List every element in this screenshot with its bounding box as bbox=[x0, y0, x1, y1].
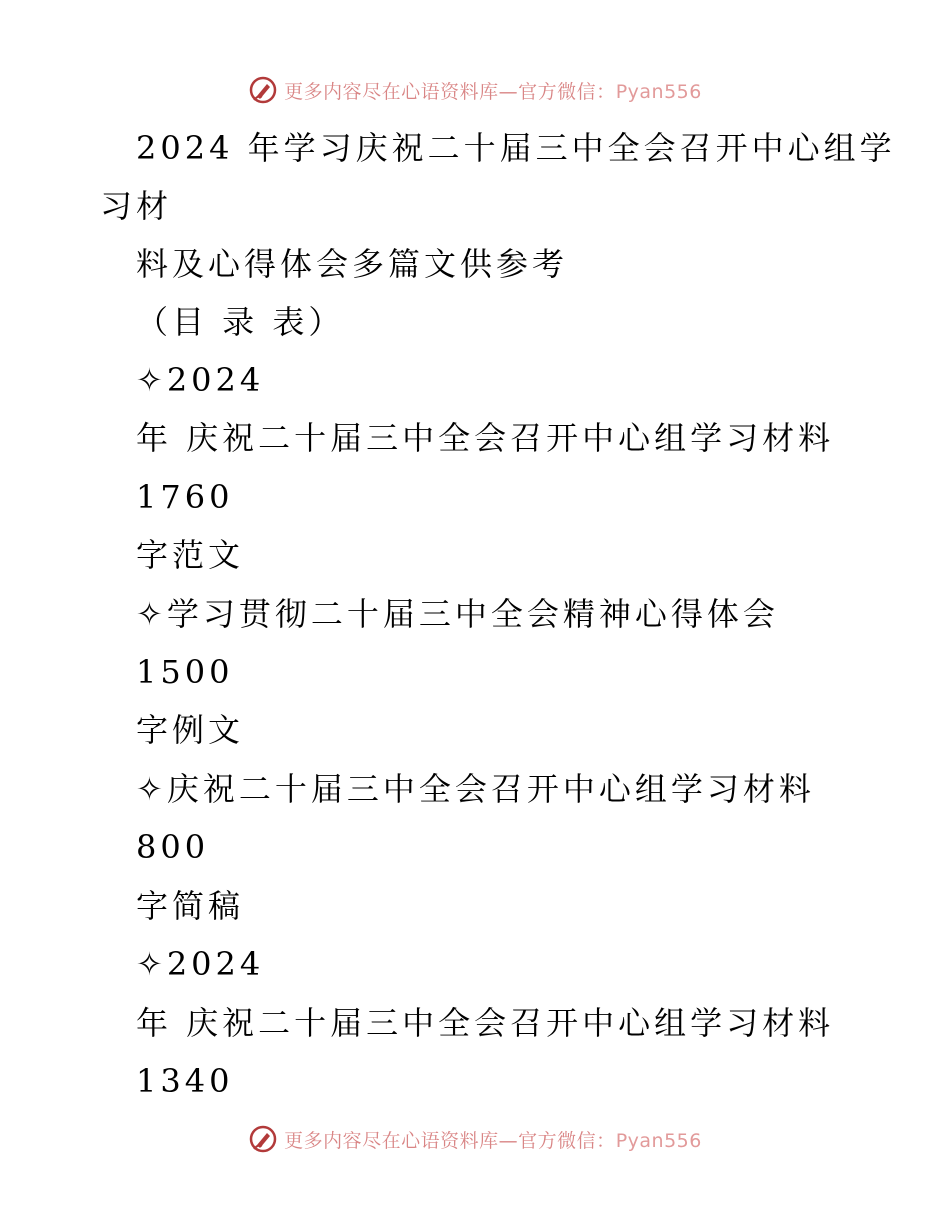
toc-entry: 年 庆祝二十届三中全会召开中心组学习材料 bbox=[136, 1004, 835, 1042]
toc-entry: ✧学习贯彻二十届三中全会精神心得体会 bbox=[136, 595, 779, 633]
toc-entry: ✧庆祝二十届三中全会召开中心组学习材料 bbox=[136, 770, 815, 808]
doc-title-line-1: 2024 年学习庆祝二十届三中全会召开中心组学 bbox=[136, 129, 896, 167]
toc-entry: 1500 bbox=[136, 653, 234, 691]
footer-contact-label: 官方微信： bbox=[518, 1129, 616, 1152]
doc-title-line-2: 习材 bbox=[100, 187, 173, 225]
toc-entry: 1340 bbox=[136, 1062, 234, 1100]
header-watermark-banner bbox=[0, 70, 950, 110]
footer-watermark-banner bbox=[0, 1119, 950, 1159]
toc-entry: 字例文 bbox=[136, 711, 245, 749]
toc-entry: ✧2024 bbox=[136, 361, 265, 399]
brand-logo-icon bbox=[248, 75, 278, 105]
footer-dash: — bbox=[498, 1129, 519, 1152]
header-contact-label: 官方微信： bbox=[518, 80, 616, 103]
toc-entry: 1760 bbox=[136, 478, 234, 516]
toc-entry: 年 庆祝二十届三中全会召开中心组学习材料 bbox=[136, 419, 835, 457]
toc-heading: （目 录 表） bbox=[136, 303, 345, 341]
doc-title-line-3: 料及心得体会多篇文供参考 bbox=[136, 245, 569, 283]
toc-entry: 800 bbox=[136, 828, 210, 866]
toc-entry: 字范文 bbox=[136, 536, 245, 574]
footer-contact-id: Pyan556 bbox=[615, 1129, 702, 1152]
footer-banner-text bbox=[284, 1126, 702, 1153]
toc-entry: ✧2024 bbox=[136, 945, 265, 983]
brand-logo-icon bbox=[248, 1124, 278, 1154]
header-dash: — bbox=[498, 80, 519, 103]
footer-site-name: 更多内容尽在心语资料库 bbox=[284, 1129, 499, 1152]
header-banner-text bbox=[284, 77, 702, 104]
header-contact-id: Pyan556 bbox=[615, 80, 702, 103]
header-site-name: 更多内容尽在心语资料库 bbox=[284, 80, 499, 103]
toc-entry: 字简稿 bbox=[136, 887, 245, 925]
